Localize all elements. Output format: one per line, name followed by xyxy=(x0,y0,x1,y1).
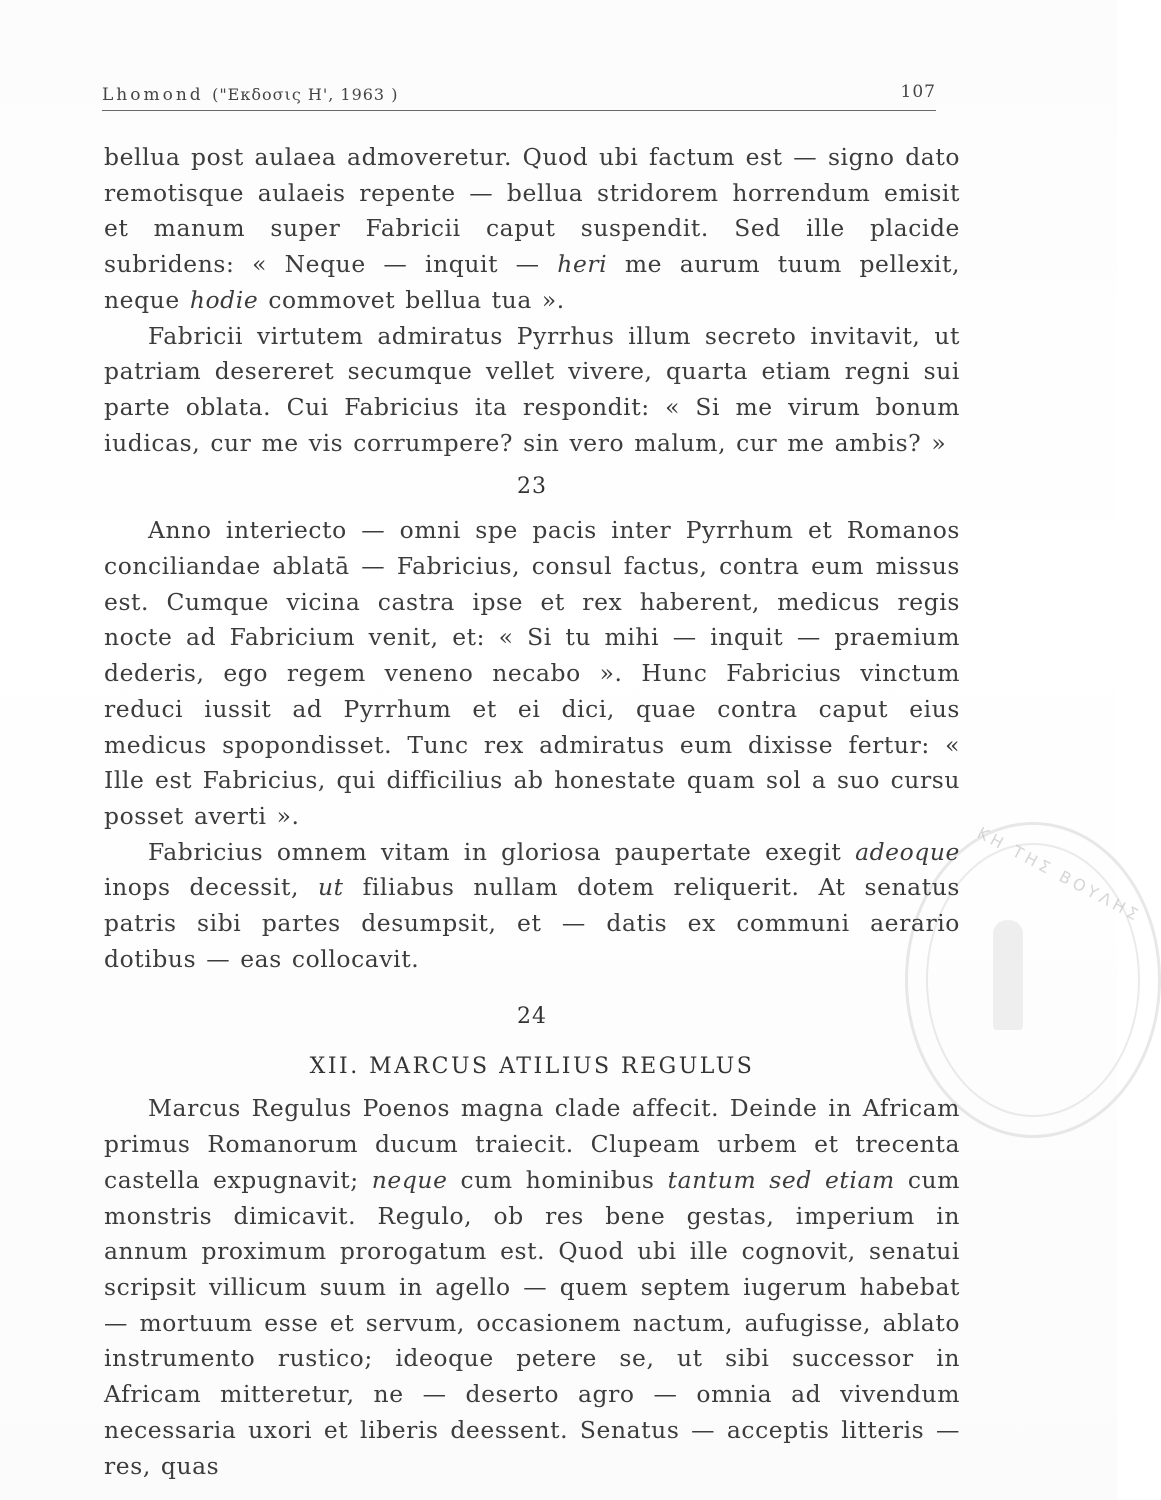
chapter-title: XII. MARCUS ATILIUS REGULUS xyxy=(309,1054,755,1080)
edition-note: ("Εκδοσις Η', 1963 ) xyxy=(212,85,399,104)
paragraph: bellua post aulaea admoveretur. Quod ubi factum est — signo dato remotisque aulaeis repente — bellua stridorem horrendum emisit et manum super Fabricii caput suspendit. Sed ille placide subridens: « Neque — inquit — heri me aurum tuum pellexit, neque hodie commovet bellua tua ». xyxy=(104,143,961,314)
header-title xyxy=(102,85,398,105)
section-number-24: 24 xyxy=(517,1004,547,1030)
stamp-figure xyxy=(993,920,1023,1030)
body-text xyxy=(104,140,960,1484)
running-header xyxy=(102,80,936,111)
book-author: Lhomond xyxy=(102,85,204,105)
stamp-text: ΚΗ ΤΗΣ ΒΟΥΛΗΣ xyxy=(974,823,1145,926)
paragraph: Fabricius omnem vitam in gloriosa paupertate exegit adeoque inops decessit, ut filiabus nullam dotem reliquerit. At senatus patris sibi partes desumpsit, et — datis ex communi aerario dotibus — eas collocavit. xyxy=(104,837,960,973)
paragraph: Anno interiecto — omni spe pacis inter Pyrrhum et Romanos conciliandae ablatā — Fabricius, consul factus, contra eum missus est. Cumque vicina castra ipse et rex haberent, medicus regis nocte ad Fabricium venit, et: « Si tu mihi — inquit — praemium dederis, ego regem veneno necabo ». Hunc Fabricius vinctum reduci iussit ad Pyrrhum et ei dici, quae contra caput eius medicus spopondisset. Tunc rex admiratus eum dixisse fertur: « Ille est Fabricius, qui difficilius ab honestate quam sol a suo cursu posset averti ». xyxy=(104,516,960,830)
page-number: 107 xyxy=(900,82,936,102)
section-number-23: 23 xyxy=(517,474,547,500)
paragraph: Marcus Regulus Poenos magna clade affecit. Deinde in Africam primus Romanorum ducum traiecit. Clupeam urbem et trecenta castella expugnavit; neque cum hominibus tantum sed etiam cum monstris dimicavit. Regulo, ob res bene gestas, imperium in annum proximum prorogatum est. Quod ubi ille cognovit, senatui scripsit villicum suum in agello — quem septem iugerum habebat — mortuum esse et servum, occasionem nactum, aufugisse, ablato instrumento rustico; ideoque petere se, ut sibi successor in Africam mitteretur, ne — deserto agro — omnia ad vivendum necessaria uxori et liberis deessent. Senatus — acceptis litteris — res, quas xyxy=(104,1094,961,1480)
paragraph: Fabricii virtutem admiratus Pyrrhus illum secreto invitavit, ut patriam desereret secumque vellet vivere, quarta etiam regni sui parte oblata. Cui Fabricius ita respondit: « Si me virum bonum iudicas, cur me vis corrumpere? sin vero malum, cur me ambis? » xyxy=(104,321,960,457)
